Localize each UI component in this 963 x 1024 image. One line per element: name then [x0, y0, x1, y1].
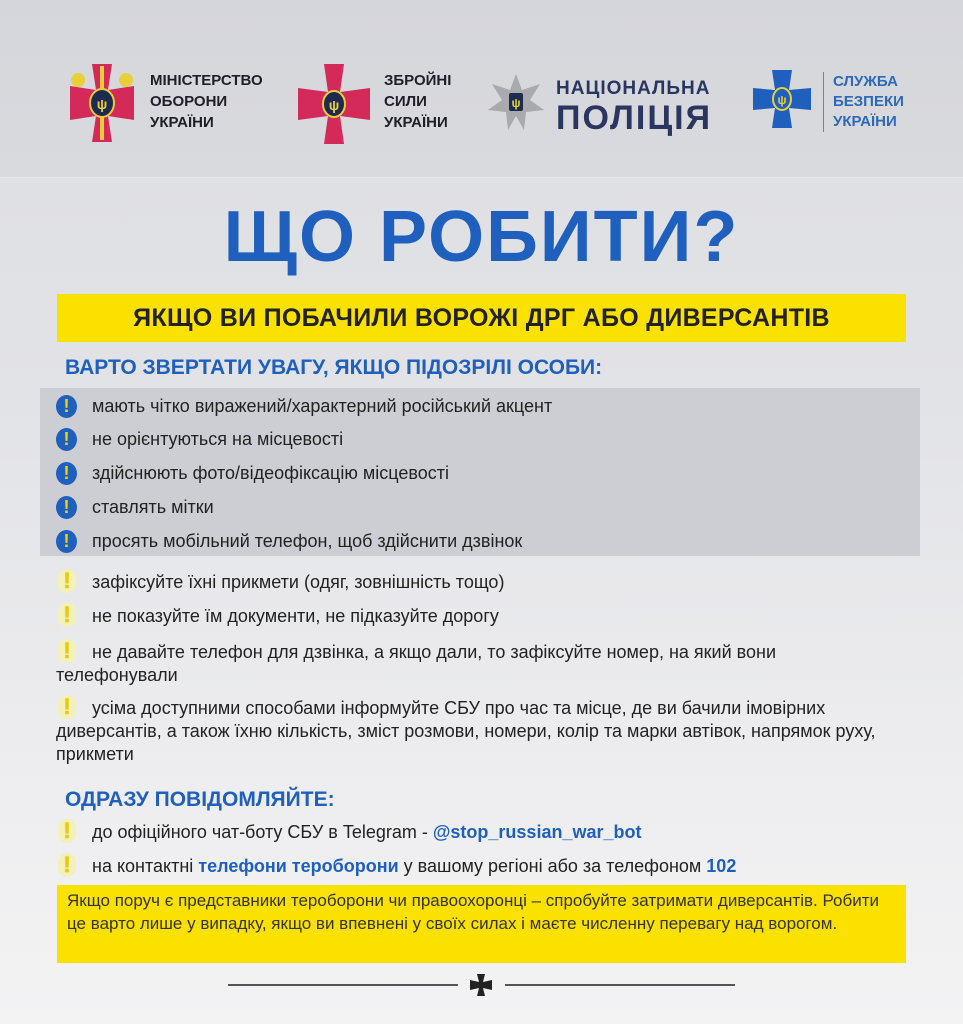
item-text	[56, 855, 916, 878]
ministry-of-defence-emblem-icon	[62, 62, 142, 144]
item-text	[56, 821, 916, 844]
subtitle-banner: ЯКЩО ВИ ПОБАЧИЛИ ВОРОЖІ ДРГ АБО ДИВЕРСАНТІВ	[57, 294, 906, 342]
territorial-defence-phones-link[interactable]: телефони тероборони	[198, 856, 399, 876]
note-box: Якщо поруч є представники тероборони чи правоохоронці – спробуйте затримати диверсантів. Робити це варто лише у випадку, якщо ви впевнені у своїх силах і маєте численну перевагу над ворогом.	[57, 885, 906, 963]
logo-text-line: СИЛИ	[384, 93, 427, 110]
list-item	[56, 496, 916, 519]
item-text: просять мобільний телефон, щоб здійснити дзвінок	[92, 531, 523, 551]
national-police-star-icon	[488, 74, 544, 130]
list-item	[56, 568, 916, 594]
armed-forces-name	[384, 70, 451, 133]
sbu-name	[823, 72, 904, 132]
list-item	[56, 395, 916, 418]
item-text: не орієнтуються на місцевості	[92, 429, 344, 449]
logo-text-line: МІНІСТЕРСТВО	[150, 72, 263, 89]
list-item	[56, 694, 886, 766]
list-item	[56, 602, 916, 628]
svg-text:ψ: ψ	[96, 96, 108, 112]
list-item	[56, 428, 916, 451]
text: на контактні	[92, 856, 199, 876]
logo-text-line: БЕЗПЕКИ	[833, 93, 904, 110]
exclamation-icon: !	[56, 530, 77, 553]
logo-text-line: УКРАЇНИ	[833, 113, 897, 130]
item-text: здійснюють фото/відеофіксацію місцевості	[92, 463, 449, 483]
armed-forces-emblem-icon	[295, 64, 373, 144]
attention-heading: ВАРТО ЗВЕРТАТИ УВАГУ, ЯКЩО ПІДОЗРІЛІ ОСОБИ:	[65, 356, 603, 379]
logo-text-line: НАЦІОНАЛЬНА	[556, 78, 711, 99]
exclamation-icon: !	[58, 695, 76, 719]
logo-header	[0, 0, 963, 178]
list-item	[56, 638, 786, 687]
divider	[228, 984, 458, 986]
exclamation-icon: !	[56, 462, 77, 485]
exclamation-icon: !	[58, 603, 76, 627]
cross-icon	[470, 974, 492, 996]
exclamation-icon: !	[58, 639, 76, 663]
sbu-emblem-icon	[753, 70, 811, 128]
logo-text-line: ПОЛІЦІЯ	[556, 99, 713, 137]
svg-text:ψ: ψ	[777, 93, 787, 107]
telegram-bot-link[interactable]: @stop_russian_war_bot	[432, 822, 642, 842]
item-text: не давайте телефон для дзвінка, а якщо дали, то зафіксуйте номер, на який вони телефонували	[56, 642, 777, 685]
exclamation-icon: !	[56, 428, 77, 451]
item-text: не показуйте їм документи, не підказуйте дорогу	[92, 606, 499, 626]
svg-text:ψ: ψ	[511, 96, 521, 110]
ministry-of-defence-name	[150, 70, 263, 133]
list-item	[56, 530, 916, 553]
exclamation-icon: !	[58, 819, 76, 843]
logo-text-line: УКРАЇНИ	[384, 114, 448, 131]
item-text: ставлять мітки	[92, 497, 214, 517]
exclamation-icon: !	[56, 395, 77, 418]
phone-number: 102	[706, 856, 737, 876]
svg-text:ψ: ψ	[328, 97, 340, 113]
text: у вашому регіоні або за телефоном	[398, 856, 707, 876]
logo-text-line: ОБОРОНИ	[150, 93, 228, 110]
item-text: зафіксуйте їхні прикмети (одяг, зовнішність тощо)	[92, 572, 505, 592]
logo-text-line: СЛУЖБА	[833, 73, 898, 90]
item-text: усіма доступними способами інформуйте СБУ про час та місце, де ви бачили імовірних диверсантів, а також їхню кількість, зміст розмови, номери, колір та марки автівок, напрямок руху, прикмети	[56, 698, 876, 764]
report-heading: ОДРАЗУ ПОВІДОМЛЯЙТЕ:	[65, 788, 335, 811]
item-text: мають чітко виражений/характерний російський акцент	[92, 396, 553, 416]
page-title: ЩО РОБИТИ?	[223, 197, 740, 277]
logo-text-line: УКРАЇНИ	[150, 114, 214, 131]
divider	[505, 984, 735, 986]
logo-text-line: ЗБРОЙНІ	[384, 72, 452, 89]
list-item	[56, 462, 916, 485]
list-item	[56, 818, 916, 844]
national-police-name	[556, 78, 712, 136]
exclamation-icon: !	[56, 496, 77, 519]
list-item	[56, 852, 916, 878]
exclamation-icon: !	[58, 853, 76, 877]
exclamation-icon: !	[58, 569, 76, 593]
text: до офіційного чат-боту СБУ в Telegram -	[92, 822, 433, 842]
